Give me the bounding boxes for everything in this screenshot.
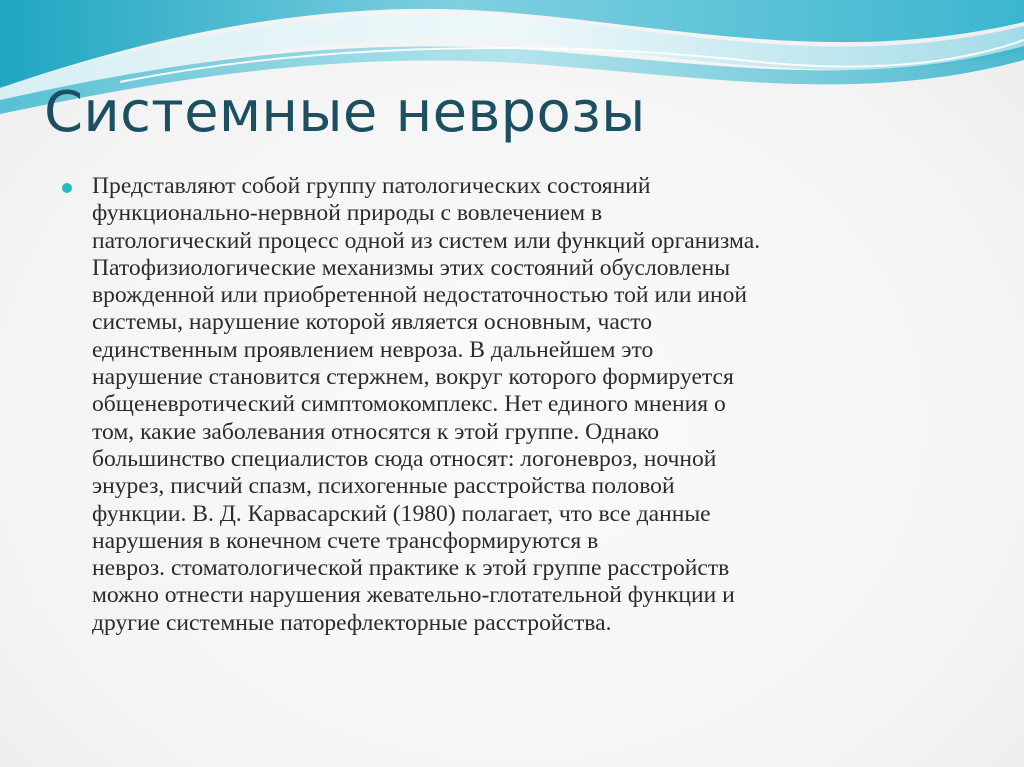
bullet-dot-icon — [62, 183, 72, 193]
paragraph-line: Патофизиологические механизмы этих состояний обусловлены — [92, 254, 731, 281]
paragraph-line: патологический процесс одной из систем или функций организма. — [92, 227, 761, 254]
paragraph-line: функции. В. Д. Карвасарский (1980) полагает, что все данные — [92, 500, 711, 527]
paragraph-line: большинство специалистов сюда относят: логоневроз, ночной — [92, 445, 717, 472]
paragraph-line: том, какие заболевания относятся к этой группе. Однако — [92, 418, 660, 445]
paragraph-line: энурез, писчий спазм, психогенные расстройства половой — [92, 473, 675, 500]
paragraph-line: можно отнести нарушения жевательно-глотательной функции и — [92, 582, 735, 609]
paragraph-line: нарушение становится стержнем, вокруг которого формируется — [92, 364, 734, 391]
paragraph-line: нарушения в конечном счете трансформируются в — [92, 527, 599, 554]
paragraph-line: невроз. стоматологической практике к этой группе расстройств — [92, 555, 730, 582]
paragraph-line: системы, нарушение которой является основным, часто — [92, 309, 653, 336]
paragraph-line: функционально-нервной природы с вовлечением в — [92, 200, 603, 227]
paragraph-line: единственным проявлением невроза. В дальнейшем это — [92, 336, 654, 363]
slide-title: Системные неврозы — [44, 80, 646, 145]
paragraph-line: общеневротический симптомокомплекс. Нет единого мнения о — [92, 391, 726, 418]
body-paragraph — [92, 173, 972, 637]
paragraph-line: врожденной или приобретенной недостаточностью той или иной — [92, 282, 748, 309]
paragraph-line: Представляют собой группу патологических состояний — [92, 173, 651, 199]
paragraph-line: другие системные паторефлекторные расстройства. — [92, 609, 612, 636]
